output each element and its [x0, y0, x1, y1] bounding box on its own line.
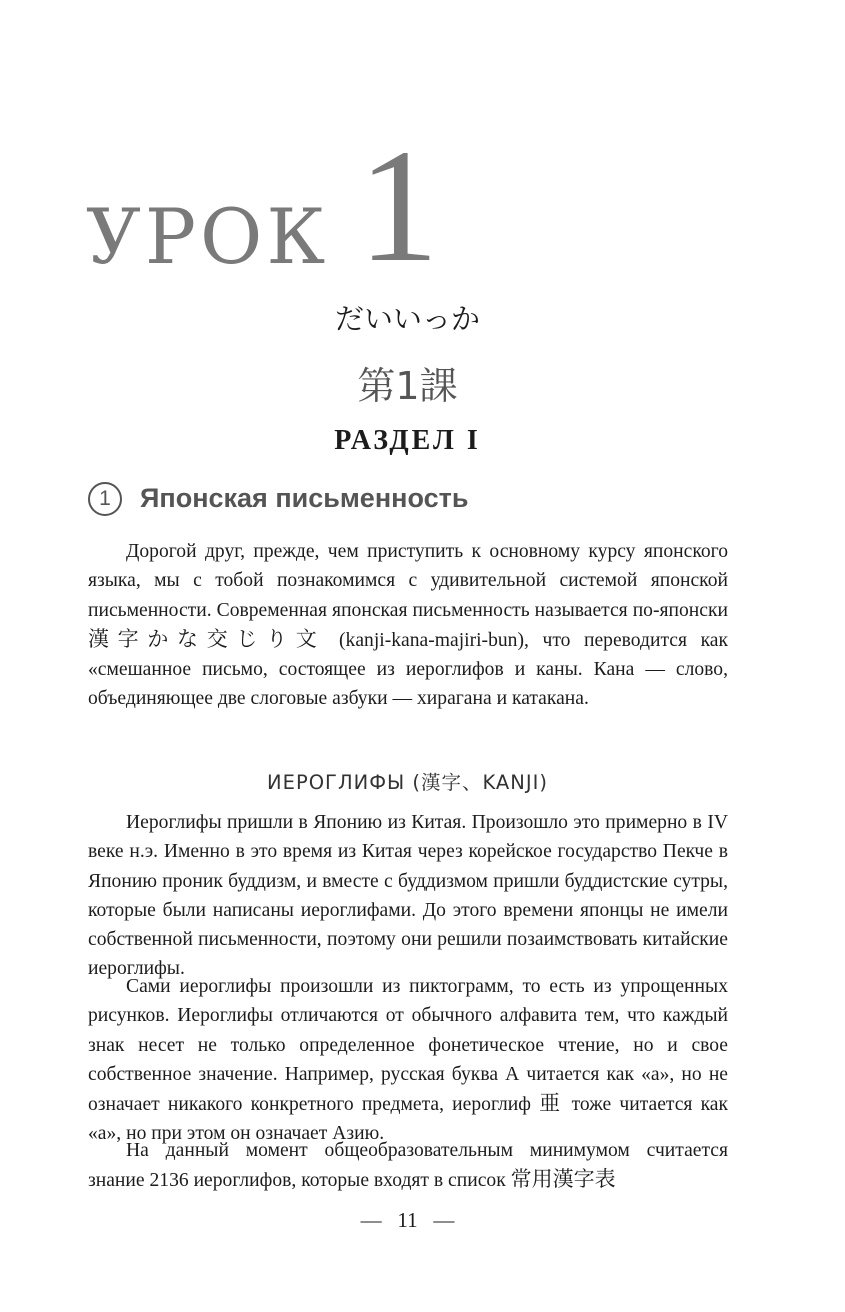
chapter-number: 1	[358, 117, 439, 296]
kanji-section-heading: ИЕРОГЛИФЫ (漢字、KANJI)	[267, 771, 548, 794]
paragraph-intro	[88, 537, 728, 714]
chapter-word: УРОК	[86, 192, 330, 281]
paragraph-intro-text-a: Дорогой друг, прежде, чем приступить к основному курсу японского языка, мы с тобой познакомимся с удивительной системой японской письменности. Современная японская письменность называется по-японски	[88, 541, 728, 621]
paragraph-pictograms-text-a: Сами иероглифы произошли из пиктограмм, то есть из упрощенных рисунков. Иероглифы отличаются от обычного алфавита тем, что каждый знак несет не только определенное фонетическое чтение, но и свое собственное значение. Например, русская буква А читается как «а», но не означает никакого конкретного предмета, иероглиф	[88, 976, 728, 1116]
paragraph-pictograms-text-b: тоже читается как «а», но при этом он означает Азию.	[88, 1094, 729, 1145]
joyo-kanji-list-term: 常用漢字表	[510, 1167, 616, 1192]
chapter-hiragana: だいいっか	[334, 302, 480, 336]
page-number: — 11 —	[360, 1208, 455, 1232]
japanese-term: 漢字かな交じり文	[88, 626, 326, 651]
chapter-kanji: 第1課	[357, 364, 458, 408]
circled-number-marker: 1	[88, 482, 122, 516]
paragraph-intro-text-b: (kanji-kana-majiri-bun), что переводится как «смешанное письмо, состоящее из иероглифов и каны. Кана — слово, объединяющее две слоговые азбуки — хирагана и катакана.	[88, 629, 729, 710]
paragraph-pictograms	[88, 972, 728, 1149]
example-kanji: 亜	[539, 1091, 564, 1116]
paragraph-history: Иероглифы пришли в Японию из Китая. Произошло это примерно в IV веке н.э. Именно в это время из Китая через корейское государство Пекче в Японию проник буддизм, и вместе с буддизмом пришли буддистские сутры, которые были написаны иероглифами. До этого времени японцы не имели собственной письменности, поэтому они решили позаимствовать китайские иероглифы.	[88, 812, 728, 980]
paragraph-minimum-text: На данный момент общеобразовательным минимумом считается знание 2136 иероглифов, которые входят в список	[88, 1140, 728, 1192]
section-title: РАЗДЕЛ I	[334, 425, 481, 456]
subheading	[88, 482, 468, 516]
paragraph-minimum	[88, 1136, 728, 1196]
subheading-title: Японская письменность	[140, 483, 469, 513]
